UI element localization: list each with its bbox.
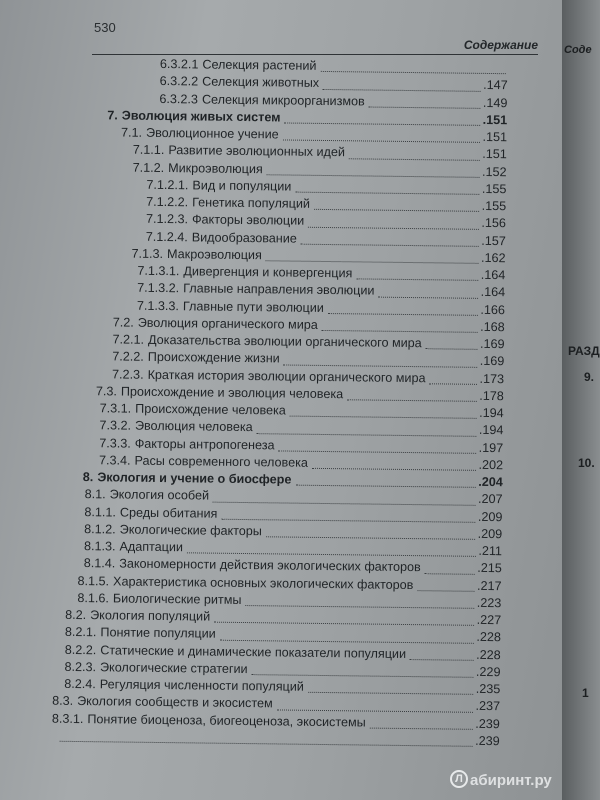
- toc-entry-title: Селекция растений: [202, 57, 317, 73]
- toc-entry-number: 7.2.2.: [112, 349, 144, 365]
- toc-entry-number: 8.2.: [65, 607, 87, 623]
- toc-entry-title: Расы современного человека: [134, 453, 309, 470]
- toc-entry-number: 6.3.2.3: [159, 91, 199, 106]
- toc-entry-page: .197: [478, 440, 504, 455]
- right-page-header: Соде: [564, 44, 592, 56]
- toc-entry-title: Эволюция живых систем: [121, 108, 281, 125]
- toc-entry-page: .209: [477, 509, 503, 524]
- toc-entry-title: Селекция животных: [202, 74, 320, 91]
- toc-entry-number: 8.1.1.: [84, 504, 117, 519]
- toc-entry-number: 8.1.4.: [83, 556, 116, 571]
- toc-entry-number: 7.3.1.: [99, 401, 132, 416]
- toc-entry-number: 8.1.6.: [77, 590, 109, 606]
- right-page-fragment: 10.: [578, 456, 595, 470]
- toc-leader-dots: [349, 142, 480, 161]
- page-number: 530: [94, 20, 116, 35]
- toc-entry-title: Главные направления эволюции: [183, 281, 375, 298]
- toc-entry-title: Вид и популяции: [192, 178, 292, 194]
- toc-entry-title: Краткая история эволюции органического мира: [147, 367, 426, 385]
- toc-entry-number: 8.2.2.: [64, 642, 97, 657]
- toc-leader-dots: [425, 332, 477, 350]
- toc-entry-title: Селекция микроорганизмов: [201, 91, 365, 108]
- toc-entry-title: Макроэволюция: [167, 246, 262, 262]
- toc-entry-page: .151: [482, 112, 508, 127]
- toc-entry-page: .164: [480, 285, 506, 300]
- toc-entry-page: .228: [476, 647, 501, 662]
- toc-entry-title: Экологические стратегии: [99, 660, 248, 676]
- toc-entry-title: Происхождение жизни: [147, 350, 280, 366]
- toc-entry-number: 7.1.2.: [132, 160, 165, 175]
- toc-entry-number: 7.3.4.: [98, 452, 131, 468]
- toc-entry-number: 8.2.4.: [64, 676, 96, 692]
- toc-entry-number: 8.3.: [52, 693, 74, 709]
- toc-entry-number: 7.1.2.2.: [146, 194, 189, 210]
- toc-entry-page: .162: [480, 250, 506, 265]
- toc-leader-dots: [321, 55, 506, 75]
- toc-entry-title: Экология и учение о биосфере: [97, 470, 292, 487]
- toc-entry-title: Регуляция численности популяций: [99, 677, 304, 694]
- toc-entry-page: .164: [480, 267, 506, 283]
- toc-leader-dots: [277, 693, 473, 713]
- table-of-contents: [0, 55, 540, 752]
- toc-entry-number: 6.3.2.1: [159, 56, 199, 72]
- toc-entry-page: .239: [475, 716, 500, 731]
- toc-entry-page: .202: [478, 457, 504, 472]
- toc-entry-page: .147: [483, 78, 508, 93]
- toc-entry-title: Статические и динамические показатели популяции: [100, 642, 407, 661]
- toc-entry-page: .227: [476, 612, 502, 628]
- toc-entry-page: .223: [476, 595, 502, 610]
- toc-entry-title: Дивергенция и конвергенция: [183, 264, 353, 281]
- toc-entry-number: 7.1.3.3.: [136, 298, 180, 313]
- header-divider: [92, 54, 538, 55]
- toc-entry-title: Адаптации: [119, 539, 184, 555]
- right-page-fragment: РАЗД: [568, 344, 600, 358]
- right-page-fragment: 9.: [584, 370, 595, 384]
- toc-entry-title: Микроэволюция: [168, 160, 263, 176]
- toc-entry-page: .217: [476, 578, 502, 593]
- toc-leader-dots: [314, 193, 479, 212]
- toc-leader-dots: [328, 297, 478, 316]
- toc-entry-number: 7.1.2.4.: [145, 229, 188, 244]
- toc-entry-number: 7.1.2.1.: [146, 177, 189, 193]
- toc-entry-page: .207: [478, 492, 503, 507]
- toc-entry-number: 7.1.: [120, 125, 143, 140]
- toc-entry-number: 7.2.3.: [112, 366, 144, 382]
- toc-entry-page: .215: [477, 561, 502, 576]
- toc-entry-title: Понятие биоценоза, биогеоценоза, экосистемы: [87, 711, 366, 730]
- toc-leader-dots: [370, 711, 473, 730]
- toc-entry-title: Происхождение и эволюция человека: [120, 384, 344, 401]
- toc-entry-page: .211: [478, 543, 503, 559]
- toc-entry-title: Экология популяций: [90, 608, 211, 624]
- toc-entry-page: .194: [479, 405, 504, 421]
- toc-entry-number: 7.2.: [112, 315, 134, 330]
- watermark-text: абиринт.ру: [470, 772, 552, 789]
- toc-leader-dots: [283, 348, 477, 368]
- toc-entry-page: .151: [482, 129, 508, 145]
- toc-entry-page: .155: [481, 198, 507, 214]
- toc-entry-number: 8.1.2.: [84, 521, 116, 537]
- toc-leader-dots: [429, 367, 477, 385]
- toc-entry-title: Происхождение человека: [135, 401, 286, 418]
- toc-entry-number: 7.1.1.: [132, 142, 165, 158]
- toc-leader-dots: [295, 175, 479, 194]
- toc-entry-title: Видообразование: [191, 229, 297, 246]
- toc-leader-dots: [323, 72, 481, 91]
- toc-entry-number: 7.2.1.: [112, 332, 145, 347]
- toc-entry-page: .235: [475, 681, 501, 697]
- toc-entry-page: .239: [475, 733, 500, 748]
- toc-leader-dots: [265, 244, 478, 264]
- toc-leader-dots: [283, 123, 480, 143]
- toc-entry-page: .151: [482, 147, 507, 162]
- toc-entry-number: 8.2.3.: [64, 659, 97, 674]
- toc-leader-dots: [296, 469, 476, 488]
- toc-leader-dots: [187, 536, 476, 557]
- toc-leader-dots: [425, 556, 475, 574]
- toc-entry-title: Среды обитания: [119, 504, 218, 521]
- toc-entry-page: .178: [479, 388, 504, 403]
- toc-entry-number: 7.1.3.2.: [137, 280, 180, 296]
- toc-entry-number: 8.: [82, 470, 94, 485]
- toc-leader-dots: [308, 210, 479, 229]
- toc-entry-title: Развитие эволюционных идей: [168, 143, 346, 160]
- toc-leader-dots: [378, 280, 478, 298]
- toc-entry-page: .149: [482, 95, 508, 110]
- toc-leader-dots: [356, 262, 478, 281]
- toc-entry-page: .237: [475, 699, 501, 714]
- toc-entry-number: 8.1.: [84, 487, 106, 502]
- toc-entry-title: Экология особей: [109, 487, 210, 503]
- toc-entry-title: Характеристика основных экологических факторов: [113, 573, 414, 592]
- toc-entry-title: Факторы эволюции: [191, 212, 305, 228]
- toc-entry-page: .169: [479, 354, 505, 369]
- toc-leader-dots: [301, 227, 479, 246]
- toc-entry-number: 7.1.3.: [131, 246, 164, 261]
- toc-entry-title: Экологические факторы: [119, 522, 262, 538]
- watermark-logo: Л: [450, 770, 468, 788]
- toc-entry-page: .156: [481, 216, 507, 231]
- toc-entry-page: .166: [480, 302, 506, 317]
- toc-leader-dots: [60, 725, 473, 747]
- toc-leader-dots: [221, 502, 475, 522]
- toc-entry-page: .194: [478, 423, 504, 438]
- right-page-fragment: 1: [582, 686, 589, 700]
- right-page: [562, 0, 600, 800]
- toc-entry-title: Экология сообществ и экосистем: [77, 694, 273, 711]
- toc-entry-number: 7.3.: [95, 383, 118, 399]
- toc-entry-title: Эволюция человека: [134, 418, 253, 435]
- toc-entry-title: Главные пути эволюции: [182, 298, 324, 315]
- toc-entry-page: .229: [475, 664, 501, 679]
- toc-entry-page: .152: [482, 164, 507, 179]
- toc-entry-title: Эволюция органического мира: [137, 315, 318, 332]
- toc-entry-title: Закономерности действия экологических факторов: [119, 556, 421, 575]
- toc-entry-page: .169: [479, 336, 505, 352]
- toc-entry-number: 8.2.1.: [64, 625, 97, 640]
- toc-leader-dots: [417, 574, 474, 592]
- toc-leader-dots: [410, 643, 474, 661]
- toc-entry-page: .173: [479, 371, 505, 386]
- toc-entry: [0, 728, 532, 752]
- toc-entry-number: 7.1.2.3.: [145, 212, 189, 227]
- toc-entry-page: .157: [481, 233, 506, 248]
- toc-entry-number: 8.1.5.: [77, 573, 110, 588]
- toc-entry-number: 7.3.3.: [99, 435, 131, 451]
- toc-entry-title: Эволюционное учение: [145, 125, 279, 142]
- toc-entry-number: 6.3.2.2: [159, 74, 199, 89]
- running-title: Содержание: [463, 38, 538, 52]
- toc-entry-number: 8.1.3.: [83, 539, 116, 554]
- toc-entry-title: Факторы антропогенеза: [134, 436, 275, 452]
- toc-leader-dots: [220, 623, 474, 643]
- toc-entry-title: Доказательства эволюции органического мира: [147, 332, 422, 351]
- toc-leader-dots: [308, 676, 473, 695]
- toc-entry-title: Понятие популяции: [100, 625, 216, 641]
- toc-leader-dots: [290, 400, 477, 420]
- toc-leader-dots: [368, 90, 480, 109]
- toc-entry-number: 7.1.3.1.: [137, 263, 180, 279]
- toc-entry-page: .155: [481, 181, 507, 196]
- toc-entry-number: 7.: [107, 108, 118, 123]
- toc-leader-dots: [312, 452, 476, 471]
- toc-entry-page: .209: [477, 526, 503, 541]
- toc-entry-number: 7.3.2.: [99, 418, 132, 433]
- toc-leader-dots: [278, 434, 476, 454]
- toc-entry-title: Биологические ритмы: [112, 591, 242, 607]
- toc-entry-page: .204: [478, 474, 503, 490]
- toc-entry-page: .168: [480, 319, 505, 334]
- toc-leader-dots: [251, 658, 473, 678]
- toc-entry-number: 8.3.1.: [51, 711, 84, 726]
- toc-leader-dots: [322, 314, 478, 333]
- toc-entry-page: .228: [476, 630, 502, 645]
- toc-entry-title: Генетика популяций: [192, 195, 311, 211]
- toc-leader-dots: [347, 383, 477, 402]
